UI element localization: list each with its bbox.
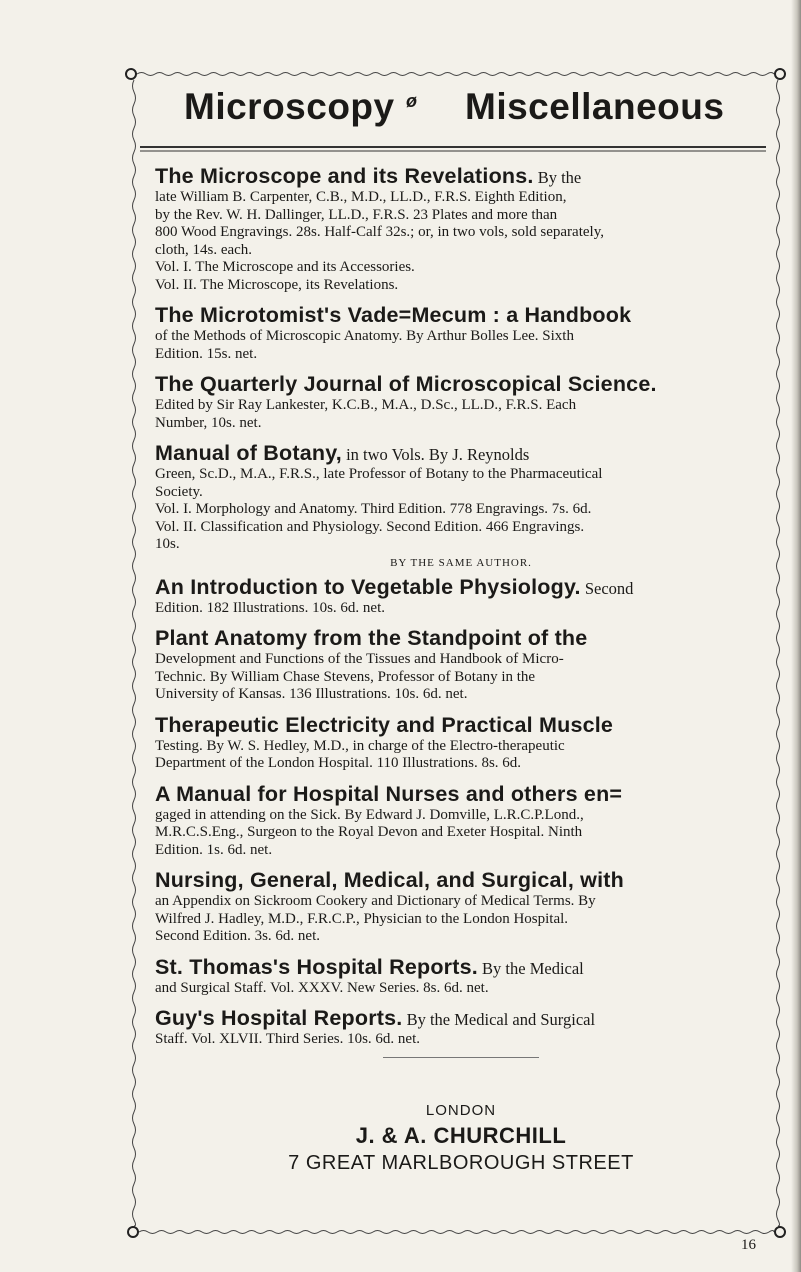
entry-line: Wilfred J. Hadley, M.D., F.R.C.P., Physician to the London Hospital. [155,910,569,927]
entry-line: Number, 10s. net. [155,414,262,431]
entry-line: Second Edition. 3s. 6d. net. [155,928,320,944]
imprint-publisher: J. & A. CHURCHILL [355,1123,567,1148]
entry-title-tail: in two Vols. By J. Reynolds [341,445,530,464]
entry-line: an Appendix on Sickroom Cookery and Dictionary of Medical Terms. By [155,893,596,909]
imprint-address: 7 GREAT MARLBOROUGH STREET [288,1152,634,1174]
heading-miscellaneous: Miscellaneous [465,86,725,127]
entry-line: Edition. 1s. 6d. net. [155,841,273,858]
entry-line: and Surgical Staff. Vol. XXXV. New Series. 8s. 6d. net. [155,979,489,996]
entry-title: An Introduction to Vegetable Physiology. [155,574,581,599]
entry-title-tail: By the [533,168,582,187]
entry-line: Edition. 15s. net. [155,345,258,362]
left-wave [133,80,136,1226]
entry-line: Vol. II. The Microscope, its Revelations. [155,276,399,293]
entry-title-tail: By the Medical [477,958,584,978]
heading-microscopy: Microscopy [184,86,395,127]
entry-therapeutic-electricity [155,713,767,773]
same-author-byline: BY THE SAME AUTHOR. [390,556,532,569]
entry-line: M.R.C.S.Eng., Surgeon to the Royal Devon and Exeter Hospital. Ninth [155,824,583,840]
entry-title: The Microtomist's Vade=Mecum : a Handbook [155,303,632,327]
entry-line: Department of the London Hospital. 110 Illustrations. 8s. 6d. [155,755,522,771]
entry-line: cloth, 14s. each. [155,241,253,258]
entry-line: Edited by Sir Ray Lankester, K.C.B., M.A., D.Sc., LL.D., F.R.S. Each [155,397,577,413]
entry-microtomist-vade-mecum [155,303,767,363]
entry-line: Vol. I. Morphology and Anatomy. Third Edition. 778 Engravings. 7s. 6d. [155,501,592,517]
entry-line: of the Methods of Microscopic Anatomy. By Arthur Bolles Lee. Sixth [155,328,574,344]
entry-line: Vol. I. The Microscope and its Accessories. [155,259,415,275]
corner-ring-bottom-right [775,1227,785,1237]
entry-quarterly-journal [155,372,767,432]
entry-line: Staff. Vol. XLVII. Third Series. 10s. 6d. net. [155,1031,420,1047]
entry-title-tail: By the Medical and Surgical [402,1010,596,1029]
entry-line: 800 Wood Engravings. 28s. Half-Calf 32s.; or, in two vols, sold separately, [155,224,604,240]
entry-title: The Quarterly Journal of Microscopical Science. [155,372,657,396]
entry-line: Development and Functions of the Tissues and Handbook of Micro- [155,651,564,667]
entry-line: Technic. By William Chase Stevens, Professor of Botany in the [155,668,536,685]
entry-line: Edition. 182 Illustrations. 10s. 6d. net. [155,599,385,616]
page-edge-shadow [791,0,801,1272]
entry-title: Nursing, General, Medical, and Surgical, with [155,868,624,892]
entry-title-tail: Second [580,578,634,598]
entry-title: A Manual for Hospital Nurses and others en= [155,781,623,806]
entry-title: Manual of Botany, [155,441,342,465]
imprint-city: LONDON [425,1102,497,1119]
entry-line: Testing. By W. S. Hedley, M.D., in charge of the Electro-therapeutic [155,737,565,754]
entry-title: Therapeutic Electricity and Practical Muscle [155,712,614,737]
corner-ring-top-right [775,69,785,79]
entry-plant-anatomy [155,626,767,704]
catalogue-entries [155,164,767,1058]
entry-line: Vol. II. Classification and Physiology. Second Edition. 466 Engravings. [155,518,585,535]
right-wave [777,80,780,1226]
entry-line: gaged in attending on the Sick. By Edward J. Domville, L.R.C.P.Lond., [155,806,584,823]
entry-line: University of Kansas. 136 Illustrations. 10s. 6d. net. [155,686,468,702]
entry-line: Green, Sc.D., M.A., F.R.S., late Professor of Botany to the Pharmaceutical [155,466,603,482]
entry-title: St. Thomas's Hospital Reports. [155,954,478,979]
publisher-imprint [155,1102,767,1175]
entry-guys-reports [155,1006,767,1049]
entry-line: by the Rev. W. H. Dallinger, LL.D., F.R.S. 23 Plates and more than [155,206,558,223]
entry-manual-hospital-nurses [155,782,767,860]
entry-line: late William B. Carpenter, C.B., M.D., LL.D., F.R.S. Eighth Edition, [155,189,567,205]
entry-st-thomas-reports [155,955,767,998]
entry-title: The Microscope and its Revelations. [155,164,534,188]
entry-manual-of-botany [155,441,767,554]
bottom-wave [139,1231,774,1234]
entry-vegetable-physiology [155,575,767,618]
heading-ornament: ø [406,91,418,111]
entry-title: Guy's Hospital Reports. [155,1006,403,1030]
entry-microscope-revelations [155,164,767,294]
top-wave [137,73,774,76]
entry-title: Plant Anatomy from the Standpoint of the [155,626,588,650]
entry-line: Society. [155,483,203,500]
page-number: 16 [741,1237,756,1253]
divider-rule [383,1057,539,1058]
corner-ring-bottom-left [128,1227,138,1237]
page-heading [130,78,770,138]
entry-line: 10s. [155,536,180,552]
entry-nursing [155,868,767,946]
